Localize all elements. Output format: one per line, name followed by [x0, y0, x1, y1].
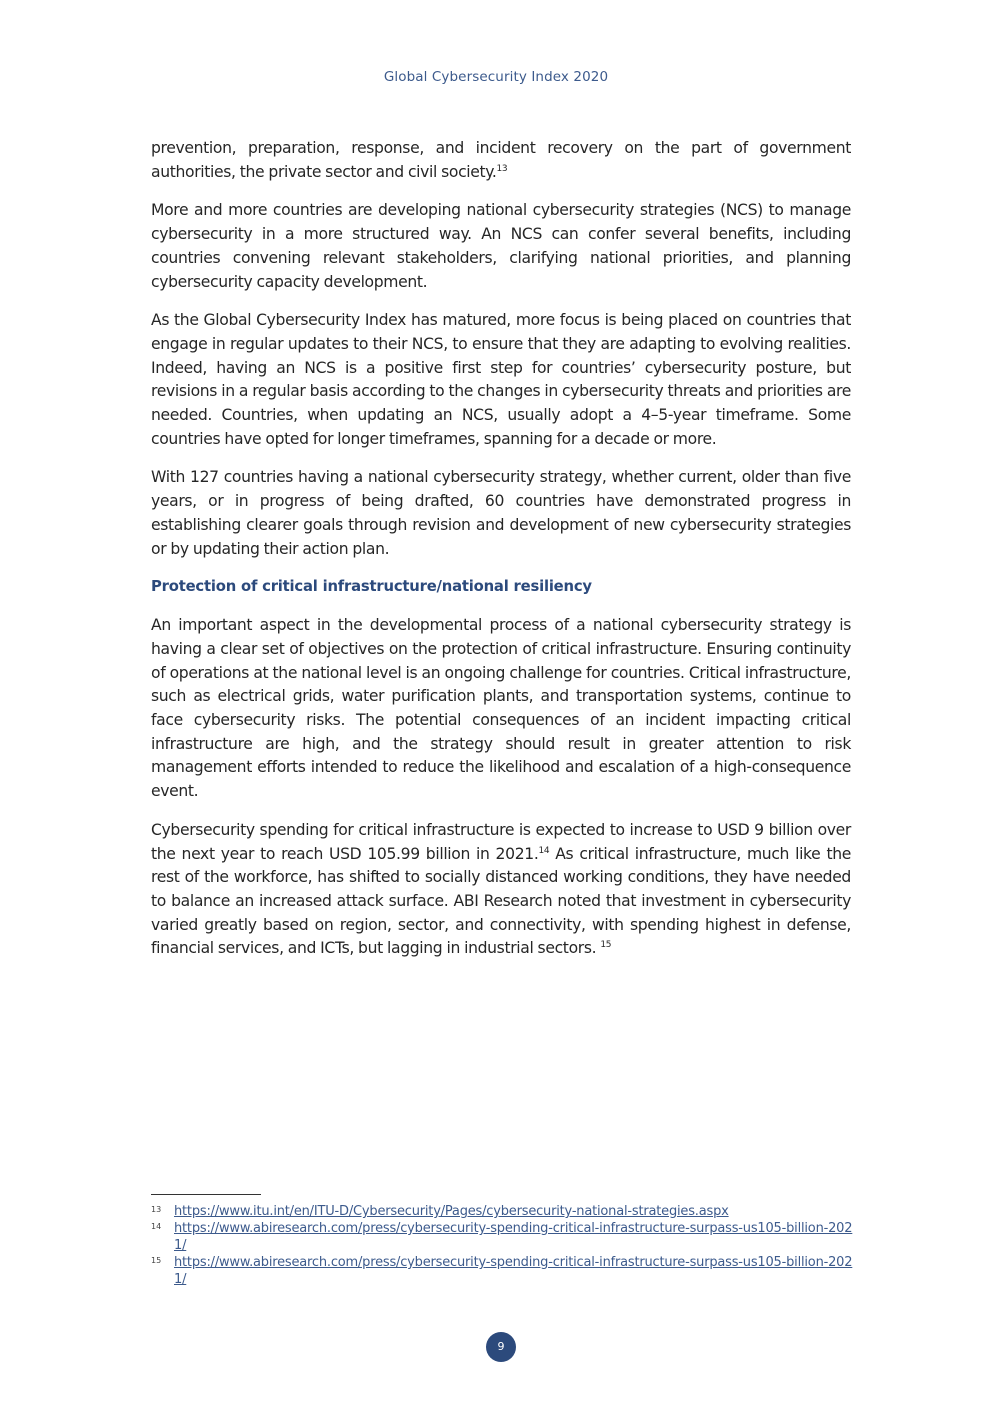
paragraph-text: prevention, preparation, response, and incident recovery on the part of government authorities, the private sector and civil society. — [151, 139, 851, 181]
body-paragraph — [151, 137, 851, 184]
paragraph-text: Cybersecurity spending for critical infrastructure is expected to increase to USD 9 billion over the next year to reach USD 105.99 billion in 2021. — [151, 820, 851, 863]
footnote-divider — [151, 1194, 261, 1195]
paragraph-text: As critical infrastructure, much like the rest of the workforce, has shifted to socially distanced working conditions, they have needed to balance an increased attack surface. ABI Research noted that investment in cybersecurity varied greatly based on region, sector, and connectivity, with spending highest in defense, financial services, and ICTs, but lagging in industrial sectors. — [151, 844, 851, 958]
body-paragraph — [151, 819, 851, 961]
paragraph-text: More and more countries are developing national cybersecurity strategies (NCS) to manage cybersecurity in a more structured way. An NCS can confer several benefits, including countries convening relevant stakeholders, clarifying national priorities, and planning cybersecurity capacity development. — [151, 201, 851, 291]
footnote-reference[interactable]: 13 — [496, 163, 508, 174]
paragraph-text: With 127 countries having a national cybersecurity strategy, whether current, older than five years, or in progress of being drafted, 60 countries have demonstrated progress in establishing clearer goals through revision and development of new cybersecurity strategies or by updating their action plan. — [151, 468, 851, 558]
section-heading: Protection of critical infrastructure/national resiliency — [151, 578, 592, 596]
body-paragraph — [151, 466, 851, 561]
paragraph-text: An important aspect in the developmental process of a national cybersecurity strategy is having a clear set of objectives on the protection of critical infrastructure. Ensuring continuity of operations at the national level is an ongoing challenge for countries. Critical infrastructure, such as electrical grids, water purification plants, and transportation systems, continue to face cybersecurity risks. The potential consequences of an incident impacting critical infrastructure are high, and the strategy should result in greater attention to risk management efforts intended to reduce the likelihood and escalation of a high-consequence event. — [151, 616, 851, 801]
footnote-item — [151, 1203, 853, 1220]
footnotes — [151, 1203, 853, 1288]
footnote-number: 15 — [151, 1256, 162, 1265]
body-paragraph — [151, 614, 851, 804]
footnote-item — [151, 1254, 853, 1288]
footnote-reference[interactable]: 15 — [600, 940, 612, 951]
page-number-badge: 9 — [486, 1332, 516, 1362]
main-content — [151, 137, 851, 976]
footnote-link[interactable]: https://www.abiresearch.com/press/cybersecurity-spending-critical-infrastructure-surpass-us105-billion-2021/ — [174, 1255, 853, 1287]
paragraph-text: As the Global Cybersecurity Index has matured, more focus is being placed on countries that engage in regular updates to their NCS, to ensure that they are adapting to evolving realities. Indeed, having an NCS is a positive first step for countries’ cybersecurity posture, but revisions in a regular basis according to the changes in cybersecurity threats and priorities are needed. Countries, when updating an NCS, usually adopt a 4–5-year timeframe. Some countries have opted for longer timeframes, spanning for a decade or more. — [151, 311, 851, 448]
footnote-item — [151, 1220, 853, 1254]
body-paragraph — [151, 199, 851, 294]
running-header-title: Global Cybersecurity Index 2020 — [383, 69, 609, 85]
body-paragraph — [151, 309, 851, 451]
footnote-number: 13 — [151, 1205, 162, 1214]
footnote-number: 14 — [151, 1222, 162, 1231]
footnote-link[interactable]: https://www.abiresearch.com/press/cybersecurity-spending-critical-infrastructure-surpass-us105-billion-2021/ — [174, 1221, 853, 1253]
footnote-reference[interactable]: 14 — [538, 845, 550, 856]
footnote-link[interactable]: https://www.itu.int/en/ITU-D/Cybersecurity/Pages/cybersecurity-national-strategies.aspx — [174, 1204, 729, 1219]
